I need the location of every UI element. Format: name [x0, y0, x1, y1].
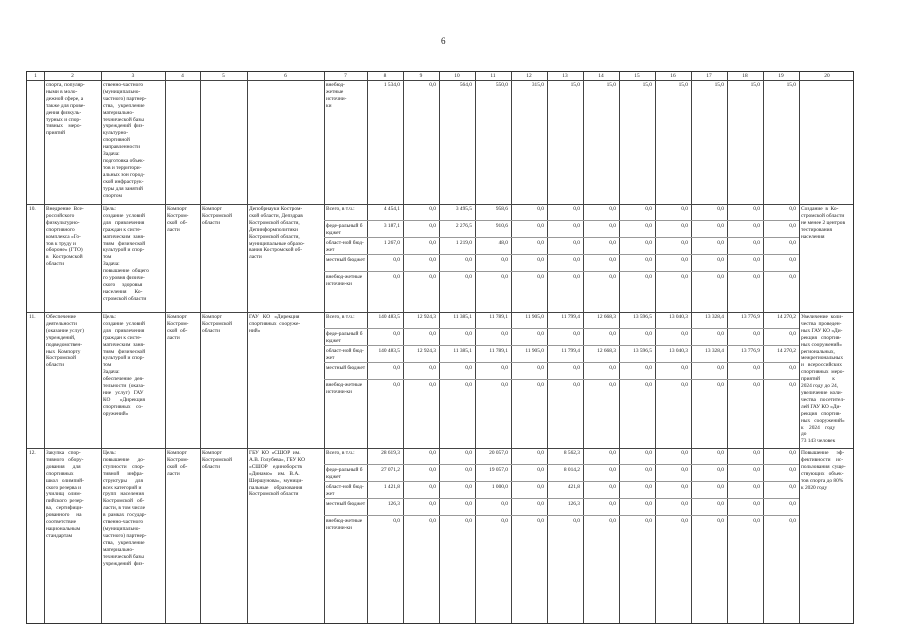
amount-cell: 0,0 [609, 274, 616, 280]
amount-cell: 13 596,5 [633, 348, 652, 354]
sub-row-divider [324, 237, 799, 238]
header-cell: 18 [742, 73, 748, 79]
header-cell: 8 [383, 73, 387, 79]
sub-row-divider [324, 464, 799, 465]
goal-and-task: Цель: создание условий для привлечения граждан к систе- матическим заня- тиям физической культурой и спор- том Задача: обеспечение дея- тельности (оказа- ние услуг) ГАУ КО «Дирекция спортивных со- оружений» [103, 314, 146, 417]
amount-cell: 0,0 [501, 331, 508, 337]
header-cell: 16 [670, 73, 676, 79]
amount-cell: 11 385,1 [453, 348, 472, 354]
amount-cell: 0,0 [609, 206, 616, 212]
amount-cell: 0,0 [753, 382, 760, 388]
financing-source: местный бюджет [326, 365, 366, 371]
amount-cell: 0,0 [753, 484, 760, 490]
amount-cell: 0,0 [717, 450, 724, 456]
amount-cell: 1 534,0 [383, 82, 400, 88]
amount-cell: 0,0 [681, 331, 688, 337]
amount-cell: 0,0 [537, 274, 544, 280]
amount-cell: 15,0 [606, 82, 616, 88]
amount-cell: 0,0 [429, 484, 436, 490]
amount-cell: 0,0 [789, 450, 796, 456]
amount-cell: 11 799,4 [561, 348, 580, 354]
amount-cell: 0,0 [573, 257, 580, 263]
amount-cell: 0,0 [609, 484, 616, 490]
amount-cell: 0,0 [681, 257, 688, 263]
sub-row-divider [324, 328, 799, 329]
amount-cell: 0,0 [789, 365, 796, 371]
amount-cell: 20 057,0 [489, 450, 508, 456]
amount-cell: 0,0 [753, 257, 760, 263]
amount-cell: 13 328,4 [705, 348, 724, 354]
header-cell: 7 [344, 73, 347, 79]
amount-cell: 0,0 [573, 518, 580, 524]
amount-cell: 12 668,3 [597, 348, 616, 354]
sub-row-divider [324, 379, 799, 380]
amount-cell: 0,0 [429, 206, 436, 212]
amount-cell: 0,0 [645, 206, 652, 212]
amount-cell: 13 328,4 [705, 314, 724, 320]
amount-cell: 0,0 [753, 223, 760, 229]
financing-source: феде-ральный бюджет [326, 467, 363, 480]
amount-cell: 3 187,1 [383, 223, 400, 229]
amount-cell: 0,0 [789, 240, 796, 246]
header-cell: 6 [284, 73, 287, 79]
header-cell: 14 [598, 73, 604, 79]
responsible-executor: Компорт Костром- ской об- ласти [167, 314, 189, 341]
amount-cell: 0,0 [681, 501, 688, 507]
financing-source: област-ной бюд-жет [326, 348, 364, 361]
header-cell: 2 [71, 73, 74, 79]
amount-cell: 0,0 [609, 365, 616, 371]
amount-cell: 0,0 [537, 240, 544, 246]
amount-cell: 0,0 [573, 382, 580, 388]
amount-cell: 12 924,3 [417, 314, 436, 320]
amount-cell: 0,0 [393, 274, 400, 280]
amount-cell: 0,0 [681, 240, 688, 246]
amount-cell: 0,0 [393, 518, 400, 524]
amount-cell: 0,0 [789, 518, 796, 524]
amount-cell: 910,6 [495, 223, 508, 229]
amount-cell: 0,0 [429, 257, 436, 263]
amount-cell: 0,0 [537, 206, 544, 212]
header-cell: 13 [562, 73, 568, 79]
amount-cell: 0,0 [465, 518, 472, 524]
amount-cell: 12 924,3 [417, 348, 436, 354]
amount-cell: 0,0 [717, 501, 724, 507]
sub-row-divider [324, 362, 799, 363]
amount-cell: 0,0 [645, 501, 652, 507]
amount-cell: 0,0 [393, 257, 400, 263]
header-cell: 5 [222, 73, 225, 79]
amount-cell: 0,0 [753, 365, 760, 371]
participants: Депобрнауки Костром- ской области, Депздрав Костромской области, Депинформполитики Костромской области, муниципальные образо- вания Костромской об- ласти [249, 206, 305, 261]
amount-cell: 0,0 [501, 274, 508, 280]
sub-row-divider [324, 515, 799, 516]
main-administrator: Компорт Костромской области [202, 450, 232, 470]
header-cell: 12 [526, 73, 532, 79]
amount-cell: 421,8 [567, 484, 580, 490]
amount-cell: 564,0 [459, 82, 472, 88]
amount-cell: 0,0 [753, 450, 760, 456]
header-cell: 17 [706, 73, 712, 79]
amount-cell: 0,0 [681, 274, 688, 280]
amount-cell: 0,0 [609, 501, 616, 507]
financing-source: внебюд-жетные источни-ки [326, 382, 363, 395]
amount-cell: 28 619,3 [381, 450, 400, 456]
amount-cell: 3 495,5 [455, 206, 472, 212]
amount-cell: 0,0 [465, 382, 472, 388]
financing-source: Всего, в т.ч.: [326, 206, 355, 212]
sub-row-divider [324, 254, 799, 255]
amount-cell: 0,0 [645, 240, 652, 246]
responsible-executor: Компорт Костром- ской об- ласти [167, 450, 189, 477]
amount-cell: 15,0 [570, 82, 580, 88]
amount-cell: 13 040,3 [669, 314, 688, 320]
amount-cell: 0,0 [573, 274, 580, 280]
amount-cell: 11 905,0 [525, 348, 544, 354]
amount-cell: 0,0 [753, 206, 760, 212]
amount-cell: 126,3 [387, 501, 400, 507]
event-name: спорта, популяр- ными в моло- дежной сфере, а также для прове- дения физкуль- турных и спор- тивных меро- приятий [46, 82, 86, 137]
header-cell: 9 [419, 73, 423, 79]
amount-cell: 0,0 [429, 240, 436, 246]
amount-cell: 1 421,8 [383, 484, 400, 490]
amount-cell: 0,0 [465, 467, 472, 473]
financing-source: внебюд-жетные источни-ки [326, 274, 363, 287]
amount-cell: 0,0 [429, 450, 436, 456]
amount-cell: 958,6 [495, 206, 508, 212]
amount-cell: 0,0 [753, 331, 760, 337]
amount-cell: 14 270,2 [777, 314, 796, 320]
amount-cell: 0,0 [789, 501, 796, 507]
amount-cell: 0,0 [501, 382, 508, 388]
amount-cell: 0,0 [681, 450, 688, 456]
goal-and-task: Цель: создание условий для привлечения граждан к систе- матическим заня- тиям физической культурой и спор- том Задача: повышение общего го уровня физиче- ского здоровья населения Ко- стромской области [103, 206, 149, 302]
amount-cell: 0,0 [753, 501, 760, 507]
amount-cell: 0,0 [501, 257, 508, 263]
amount-cell: 0,0 [393, 365, 400, 371]
amount-cell: 0,0 [645, 484, 652, 490]
amount-cell: 48,0 [498, 240, 508, 246]
financing-source: област-ной бюд-жет [326, 484, 364, 497]
header-cell: 19 [778, 73, 784, 79]
amount-cell: 0,0 [681, 365, 688, 371]
amount-cell: 0,0 [717, 240, 724, 246]
amount-cell: 13 776,9 [741, 348, 760, 354]
amount-cell: 12 668,3 [597, 314, 616, 320]
amount-cell: 0,0 [789, 223, 796, 229]
sub-row-divider [324, 271, 799, 272]
amount-cell: 0,0 [717, 467, 724, 473]
row-divider [27, 448, 853, 449]
header-cell: 11 [490, 73, 496, 79]
amount-cell: 4 454,1 [383, 206, 400, 212]
expected-result: Создание в Ко- стромской области не менее 2 центров тестирования населения [801, 206, 846, 240]
amount-cell: 0,0 [681, 382, 688, 388]
financing-source: внебюд-жетные источни-ки [326, 518, 363, 531]
amount-cell: 0,0 [645, 223, 652, 229]
financing-source: местный бюджет [326, 257, 366, 263]
amount-cell: 0,0 [645, 450, 652, 456]
amount-cell: 0,0 [645, 257, 652, 263]
amount-cell: 0,0 [645, 467, 652, 473]
row-number: 11. [29, 314, 36, 320]
row-divider [27, 204, 853, 205]
amount-cell: 0,0 [501, 518, 508, 524]
amount-cell: 0,0 [717, 365, 724, 371]
header-cell: 20 [824, 73, 830, 79]
amount-cell: 0,0 [753, 518, 760, 524]
amount-cell: 15,0 [786, 82, 796, 88]
amount-cell: 0,0 [681, 518, 688, 524]
amount-cell: 0,0 [537, 223, 544, 229]
amount-cell: 315,0 [531, 82, 544, 88]
amount-cell: 0,0 [501, 365, 508, 371]
amount-cell: 11 799,4 [561, 314, 580, 320]
participants: ГБУ КО «СШОР им. А.В. Голубева», ГБУ КО «СШОР единоборств «Динамо» им. В.А. Шершунова», муници- пальные образования Костромской области [249, 450, 305, 498]
amount-cell: 0,0 [537, 501, 544, 507]
amount-cell: 0,0 [753, 467, 760, 473]
amount-cell: 11 385,1 [453, 314, 472, 320]
program-table [26, 71, 854, 624]
amount-cell: 0,0 [609, 518, 616, 524]
amount-cell: 0,0 [429, 382, 436, 388]
amount-cell: 0,0 [681, 223, 688, 229]
amount-cell: 0,0 [789, 467, 796, 473]
amount-cell: 0,0 [573, 240, 580, 246]
header-cell: 1 [34, 73, 37, 79]
amount-cell: 1 000,0 [491, 484, 508, 490]
financing-source: феде-ральный бюджет [326, 223, 363, 236]
column-divider [101, 72, 102, 623]
amount-cell: 0,0 [429, 82, 436, 88]
financing-source: феде-ральный бюджет [326, 331, 363, 344]
amount-cell: 0,0 [645, 382, 652, 388]
amount-cell: 0,0 [429, 331, 436, 337]
amount-cell: 0,0 [465, 450, 472, 456]
amount-cell: 0,0 [681, 467, 688, 473]
event-name: Обеспечение деятельности (оказание услуг) учреждений, подведомствен- ных Компорту Костромской области [46, 314, 84, 369]
amount-cell: 0,0 [717, 223, 724, 229]
amount-cell: 550,0 [495, 82, 508, 88]
row-divider [27, 312, 853, 313]
amount-cell: 0,0 [717, 382, 724, 388]
amount-cell: 0,0 [573, 365, 580, 371]
amount-cell: 126,3 [567, 501, 580, 507]
amount-cell: 0,0 [609, 240, 616, 246]
amount-cell: 0,0 [609, 331, 616, 337]
financing-source: Всего, в т.ч.: [326, 450, 355, 456]
financing-source: област-ной бюд-жет [326, 240, 364, 253]
amount-cell: 0,0 [537, 257, 544, 263]
amount-cell: 13 596,5 [633, 314, 652, 320]
financing-source: Всего, в т.ч.: [326, 314, 355, 320]
amount-cell: 0,0 [645, 518, 652, 524]
amount-cell: 0,0 [681, 206, 688, 212]
row-divider [27, 80, 853, 81]
amount-cell: 0,0 [465, 365, 472, 371]
amount-cell: 15,0 [750, 82, 760, 88]
amount-cell: 0,0 [717, 484, 724, 490]
amount-cell: 0,0 [465, 331, 472, 337]
amount-cell: 8 562,3 [563, 450, 580, 456]
main-administrator: Компорт Костромской области [202, 206, 232, 226]
expected-result: Увеличение коли- чества проведен- ных ГАУ КО «Ди- рекция спортив- ных сооружений» региональных, межрегиональных и всероссийских спортивных меро- приятий к 2024 году до 24, увеличение коли- чества посетител- лей ГАУ КО «Ди- рекция спортив- ных сооружений» к 2024 году до 73 143 человек [801, 314, 845, 445]
row-number: 12. [29, 450, 36, 456]
financing-source: местный бюджет [326, 501, 366, 507]
amount-cell: 13 776,9 [741, 314, 760, 320]
column-divider [200, 72, 201, 623]
amount-cell: 0,0 [717, 274, 724, 280]
amount-cell: 14 270,2 [777, 348, 796, 354]
header-cell: 4 [181, 73, 184, 79]
column-divider [44, 72, 45, 623]
amount-cell: 0,0 [537, 382, 544, 388]
amount-cell: 0,0 [717, 331, 724, 337]
amount-cell: 15,0 [678, 82, 688, 88]
amount-cell: 0,0 [609, 467, 616, 473]
goal-and-task: ственно-частного (муниципально- частного) партнер- ства, укрепление материально- технической базы учреждений физ- культурно- спортивной направленности Задача: подготовка объек- тов и территори- альных зон город- ской инфраструк- туры для занятий спортом [103, 82, 147, 199]
amount-cell: 0,0 [429, 518, 436, 524]
sub-row-divider [324, 220, 799, 221]
event-name: Закупка спор- тивного обору- дования для спортивных школ олимпий- ского резерва и училищ олим- пийского резер- ва, сертифици- рованного на соответствие национальным стандартам [46, 450, 84, 539]
amount-cell: 0,0 [717, 206, 724, 212]
amount-cell: 13 040,3 [669, 348, 688, 354]
amount-cell: 0,0 [393, 382, 400, 388]
amount-cell: 0,0 [645, 365, 652, 371]
goal-and-task: Цель: повышение до- ступности спор- тивной инфра- структуры для всех категорий и групп населения Костромской об- ласти, в том числе в рамках государ- ственно-частного (муниципально- частного) партнер- ства, укрепление материально- технической базы учреждений физ- [103, 450, 147, 567]
amount-cell: 0,0 [537, 484, 544, 490]
amount-cell: 0,0 [501, 501, 508, 507]
header-cell: 15 [634, 73, 640, 79]
main-administrator: Компорт Костромской области [202, 314, 232, 334]
amount-cell: 0,0 [429, 365, 436, 371]
amount-cell: 0,0 [609, 223, 616, 229]
amount-cell: 0,0 [645, 274, 652, 280]
amount-cell: 0,0 [789, 382, 796, 388]
amount-cell: 2 276,5 [455, 223, 472, 229]
header-cell: 10 [454, 73, 460, 79]
participants: ГАУ КО «Дирекция спортивных сооруже- ний» [249, 314, 301, 334]
amount-cell: 0,0 [789, 257, 796, 263]
amount-cell: 0,0 [717, 518, 724, 524]
amount-cell: 0,0 [573, 206, 580, 212]
amount-cell: 0,0 [789, 484, 796, 490]
amount-cell: 0,0 [753, 274, 760, 280]
amount-cell: 0,0 [645, 331, 652, 337]
amount-cell: 0,0 [537, 365, 544, 371]
amount-cell: 0,0 [429, 223, 436, 229]
column-divider [324, 72, 325, 623]
column-divider [799, 72, 800, 623]
amount-cell: 0,0 [393, 331, 400, 337]
expected-result: Повышение эф- фективности ис- пользования суще- ствующих объек- тов спорта до 80% к 2020 году [801, 450, 846, 491]
amount-cell: 11 789,1 [489, 348, 508, 354]
amount-cell: 0,0 [537, 331, 544, 337]
amount-cell: 0,0 [573, 331, 580, 337]
amount-cell: 11 789,1 [489, 314, 508, 320]
amount-cell: 8 014,2 [563, 467, 580, 473]
amount-cell: 0,0 [537, 518, 544, 524]
amount-cell: 0,0 [717, 257, 724, 263]
header-cell: 3 [131, 73, 135, 79]
amount-cell: 0,0 [789, 331, 796, 337]
sub-row-divider [324, 498, 799, 499]
amount-cell: 19 057,0 [489, 467, 508, 473]
amount-cell: 0,0 [429, 501, 436, 507]
amount-cell: 0,0 [609, 450, 616, 456]
amount-cell: 0,0 [429, 467, 436, 473]
event-name: Внедрение Все- российского физкультурно- спортивного комплекса «Го- тов к труду и обороне» (ГТО) в Костромской области [46, 206, 84, 268]
sub-row-divider [324, 345, 799, 346]
amount-cell: 0,0 [681, 484, 688, 490]
amount-cell: 0,0 [789, 274, 796, 280]
amount-cell: 11 905,0 [525, 314, 544, 320]
amount-cell: 0,0 [537, 450, 544, 456]
amount-cell: 0,0 [753, 240, 760, 246]
sub-row-divider [324, 481, 799, 482]
amount-cell: 0,0 [573, 223, 580, 229]
page-number: 6 [441, 36, 446, 46]
financing-source: внебюд- жетные источни- ки [326, 82, 347, 109]
responsible-executor: Компорт Костром- ской об- ласти [167, 206, 189, 233]
amount-cell: 0,0 [465, 257, 472, 263]
amount-cell: 1 219,0 [455, 240, 472, 246]
amount-cell: 1 267,0 [383, 240, 400, 246]
amount-cell: 27 071,2 [381, 467, 400, 473]
amount-cell: 15,0 [714, 82, 724, 88]
amount-cell: 0,0 [429, 274, 436, 280]
amount-cell: 140 483,5 [378, 348, 400, 354]
column-divider [247, 72, 248, 623]
amount-cell: 140 483,5 [378, 314, 400, 320]
amount-cell: 0,0 [609, 257, 616, 263]
amount-cell: 0,0 [465, 484, 472, 490]
amount-cell: 15,0 [642, 82, 652, 88]
amount-cell: 0,0 [465, 274, 472, 280]
row-number: 10. [29, 206, 36, 212]
amount-cell: 0,0 [465, 501, 472, 507]
column-divider [165, 72, 166, 623]
amount-cell: 0,0 [537, 467, 544, 473]
amount-cell: 0,0 [789, 206, 796, 212]
amount-cell: 0,0 [609, 382, 616, 388]
